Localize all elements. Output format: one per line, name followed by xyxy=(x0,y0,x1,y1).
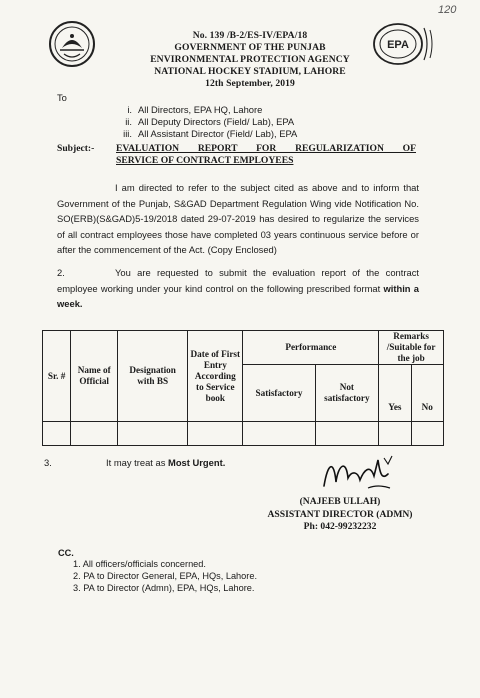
cc-label: CC. xyxy=(58,548,74,558)
to-label: To xyxy=(57,92,67,103)
page-number: 120 xyxy=(438,4,457,16)
recipient-item: iii. All Assistant Director (Field/ Lab), EPA xyxy=(123,128,298,139)
svg-text:EPA: EPA xyxy=(387,39,409,51)
subject-line-1: EVALUATION REPORT FOR REGULARIZATION OF xyxy=(116,143,416,154)
letter-date: 12th September, 2019 xyxy=(205,78,295,89)
paragraph-3: 3. It may treat as Most Urgent. xyxy=(44,455,225,471)
para3-number: 3. xyxy=(44,457,52,468)
epa-logo xyxy=(372,20,438,68)
header-no: No xyxy=(411,365,443,422)
org-line-3: NATIONAL HOCKEY STADIUM, LAHORE xyxy=(154,66,346,77)
table-row xyxy=(43,422,444,446)
subject-text xyxy=(116,143,416,167)
evaluation-table xyxy=(42,330,444,446)
org-line-2: ENVIRONMENTAL PROTECTION AGENCY xyxy=(150,54,350,65)
signatory-title: ASSISTANT DIRECTOR (ADMN) xyxy=(267,508,413,520)
header-performance: Performance xyxy=(243,331,379,365)
cc-item: 3. PA to Director (Admn), EPA, HQs, Lahore. xyxy=(73,583,255,594)
body-paragraph-1: I am directed to refer to the subject cited as above and to inform that Government of the Punjab, S&GAD Department Regulation Wing vide Notification No. SO(ERB)(S&GAD)5-19/2018 dated 29-07-2019 has desired to regularize the services of all contract employees those have completed 03 years continuous service before or after the commencement of the Act. (Copy Enclosed) xyxy=(57,182,419,255)
signature-block xyxy=(255,496,425,534)
punjab-emblem-logo xyxy=(48,20,96,68)
body-paragraph-2: 2. You are requested to submit the evaluation report of the contract employee working under your kind control on the following prescribed format within a week. xyxy=(57,267,419,309)
subject-line-2: SERVICE OF CONTRACT EMPLOYEES xyxy=(116,155,294,166)
reference-number: No. 139 /B-2/ES-IV/EPA/18 xyxy=(192,30,308,41)
recipient-item: ii. All Deputy Directors (Field/ Lab), EPA xyxy=(125,116,295,127)
recipient-item: i. All Directors, EPA HQ, Lahore xyxy=(127,104,263,115)
recipient-list xyxy=(110,104,297,140)
header-name-of-official: Name of Official xyxy=(71,331,118,422)
cc-item: 1. All officers/officials concerned. xyxy=(73,559,206,569)
cc-item: 2. PA to Director General, EPA, HQs, Lahore. xyxy=(73,571,257,582)
letter-header xyxy=(150,30,350,90)
org-line-1: GOVERNMENT OF THE PUNJAB xyxy=(174,42,326,53)
subject-label: Subject:- xyxy=(57,143,95,154)
header-date-first-entry: Date of First Entry According to Service book xyxy=(188,331,243,422)
handwritten-signature xyxy=(318,452,396,494)
signatory-phone: Ph: 042-99232232 xyxy=(303,521,377,532)
para2-number: 2. xyxy=(57,267,65,278)
signatory-name: (NAJEEB ULLAH) xyxy=(299,496,381,507)
header-sr: Sr. # xyxy=(43,331,71,422)
para2-deadline: within a week. xyxy=(57,282,419,309)
header-yes: Yes xyxy=(379,365,411,422)
header-satisfactory: Satisfactory xyxy=(243,365,315,422)
header-remarks: Remarks /Suitable for the job xyxy=(379,331,444,365)
header-not-satisfactory: Not satisfactory xyxy=(315,365,379,422)
para3-urgency: Most Urgent. xyxy=(168,457,226,468)
header-designation: Designation with BS xyxy=(118,331,188,422)
cc-list xyxy=(73,558,257,595)
